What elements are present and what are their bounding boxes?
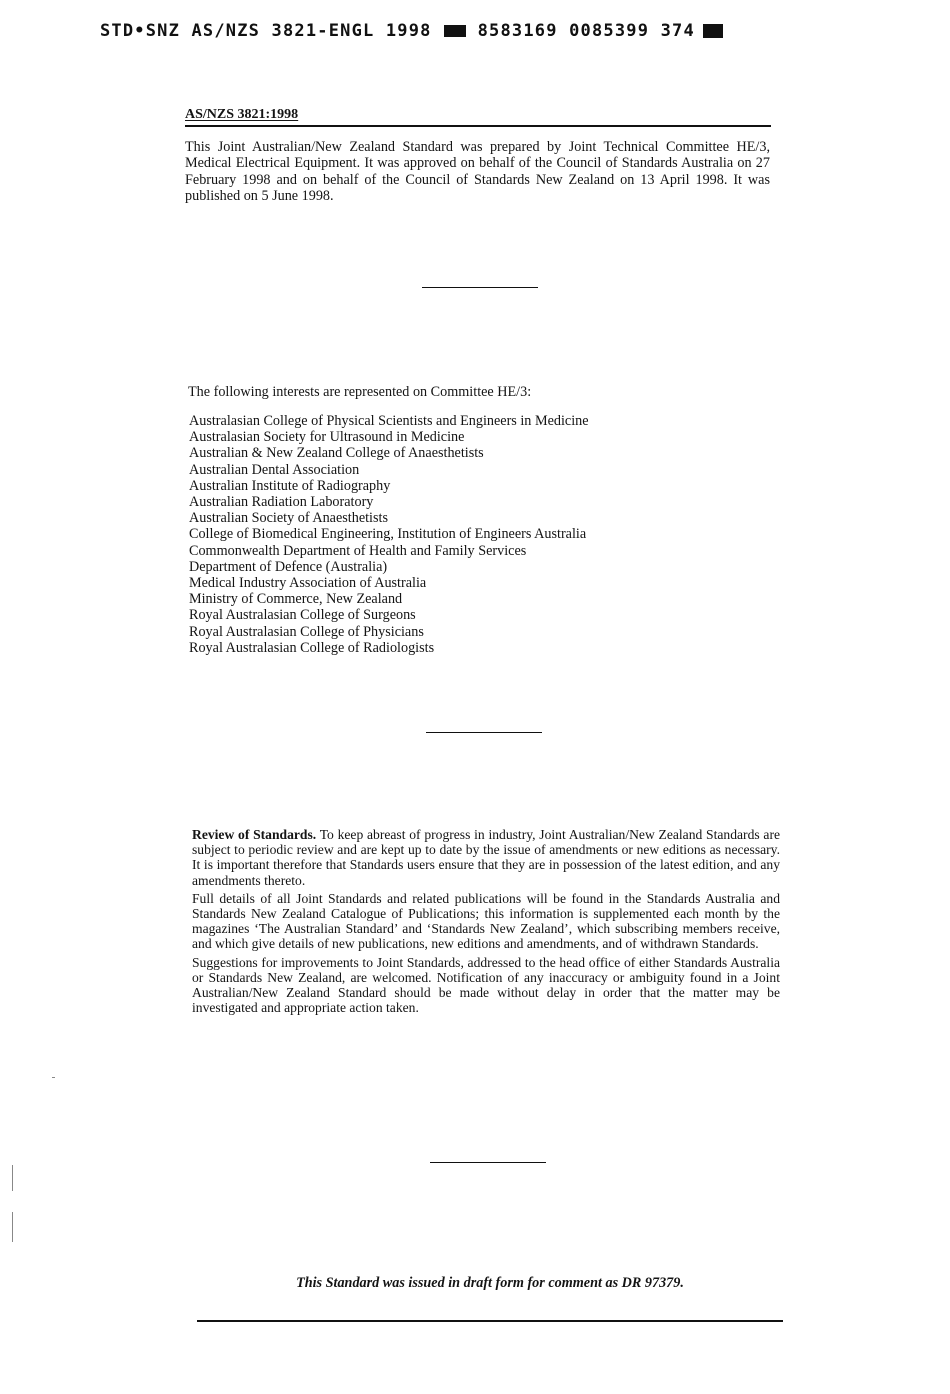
scan-artifact xyxy=(52,1077,55,1078)
scan-artifact xyxy=(12,1212,13,1242)
list-item: Royal Australasian College of Physicians xyxy=(189,623,424,640)
review-paragraph-2: Full details of all Joint Standards and related publications will be found in the Standards Australia and Standards New Zealand Catalogue of Publications; this information is supplemented each month by the magazines ‘The Australian Standard’ and ‘Standards New Zealand’, which subscribing members receive, and which give details of new publications, new editions and amendments, and of withdrawn Standards. xyxy=(192,890,780,952)
list-item: College of Biomedical Engineering, Institution of Engineers Australia xyxy=(189,526,587,543)
draft-note: This Standard was issued in draft form for comment as DR 97379. xyxy=(296,1275,684,1291)
barcode-block-mark-end xyxy=(703,24,723,38)
barcode-block-mark xyxy=(444,25,466,37)
scan-header-left-text: STD•SNZ AS/NZS 3821-ENGL 1998 xyxy=(100,21,432,41)
list-item: Australian & New Zealand College of Anaesthetists xyxy=(189,445,484,462)
scan-header xyxy=(100,18,760,44)
review-heading: Review of Standards. xyxy=(192,827,317,842)
list-item: Australian Institute of Radiography xyxy=(189,477,391,494)
scan-artifact xyxy=(12,1165,13,1191)
list-item: Royal Australasian College of Radiologists xyxy=(189,639,435,656)
committee-member-list xyxy=(189,413,589,656)
list-item: Department of Defence (Australia) xyxy=(189,558,388,575)
review-paragraph-1 xyxy=(192,827,780,888)
standard-number: AS/NZS 3821:1998 xyxy=(185,107,299,122)
review-paragraph-1-text: To keep abreast of progress in industry, Joint Australian/New Zealand Standards are subject to periodic review and are kept up to date by the issue of amendments or new editions as necessary. It is important therefore that Standards users ensure that they are in possession of the latest edition, and any amendments thereto. xyxy=(192,827,781,888)
committee-intro: The following interests are represented on Committee HE/3: xyxy=(188,384,532,400)
list-item: Royal Australasian College of Surgeons xyxy=(189,607,416,624)
scan-header-right-text: 8583169 0085399 374 xyxy=(477,21,695,41)
list-item: Australian Radiation Laboratory xyxy=(189,494,374,511)
list-item: Australian Society of Anaesthetists xyxy=(189,510,388,527)
list-item: Australasian College of Physical Scientists and Engineers in Medicine xyxy=(189,413,589,429)
section-divider xyxy=(422,287,538,288)
list-item: Commonwealth Department of Health and Family Services xyxy=(189,542,527,559)
list-item: Australian Dental Association xyxy=(189,461,360,478)
preparation-paragraph: This Joint Australian/New Zealand Standard was prepared by Joint Technical Committee HE/3, Medical Electrical Equipment. It was approved on behalf of the Council of Standards Australia on 27 February 1998 and on behalf of the Council of Standards New Zealand on 13 April 1998. It was published on 5 June 1998. xyxy=(185,139,770,205)
list-item: Australasian Society for Ultrasound in Medicine xyxy=(189,429,465,446)
section-divider xyxy=(426,732,542,733)
header-rule xyxy=(185,125,771,127)
footer-rule xyxy=(197,1320,783,1322)
review-of-standards-section xyxy=(192,827,780,1018)
list-item: Ministry of Commerce, New Zealand xyxy=(189,591,403,608)
list-item: Medical Industry Association of Australia xyxy=(189,575,427,592)
review-paragraph-3: Suggestions for improvements to Joint Standards, addressed to the head office of either Standards Australia or Standards New Zealand, are welcomed. Notification of any inaccuracy or ambiguity found in a Joint Australian/New Zealand Standard should be made without delay in order that the matter may be investigated and appropriate action taken. xyxy=(192,954,780,1016)
section-divider xyxy=(430,1162,546,1163)
